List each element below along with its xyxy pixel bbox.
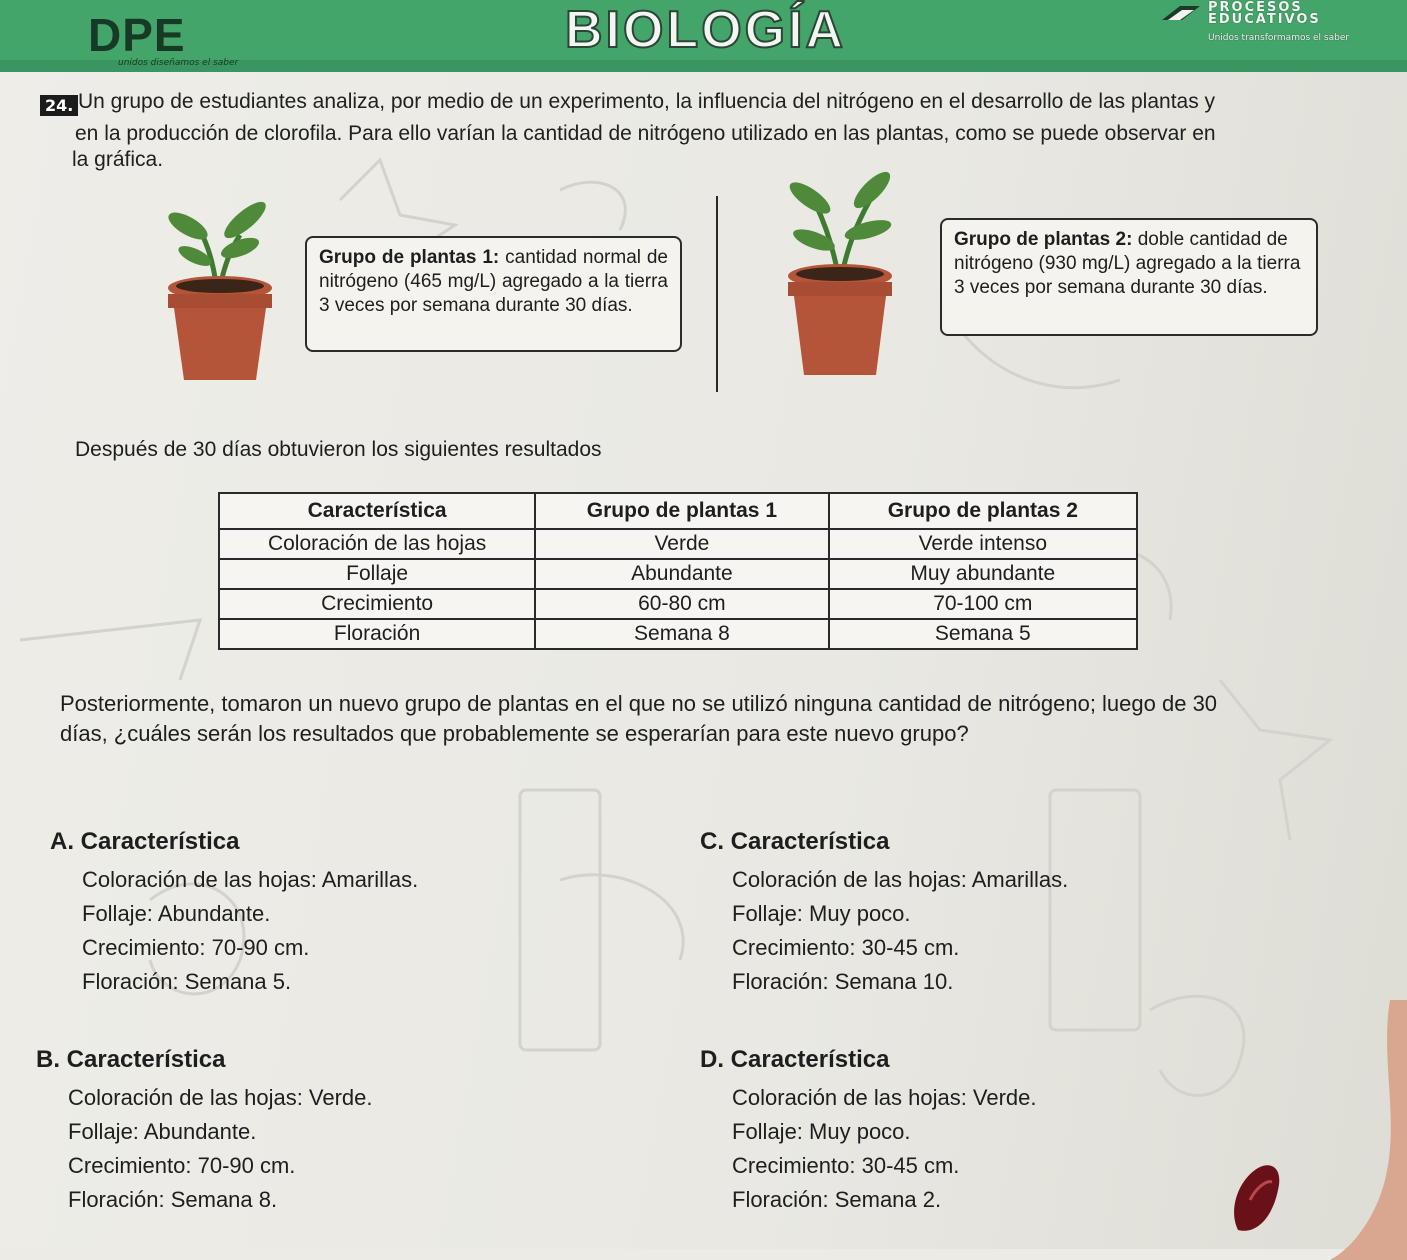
table-cell: Semana 5 <box>829 619 1137 649</box>
option-c-title: C. Característica <box>700 828 890 855</box>
table-cell: Verde intenso <box>829 529 1137 559</box>
option-b-growth: Crecimiento: 70-90 cm. <box>68 1153 296 1178</box>
option-d[interactable] <box>700 1043 1037 1217</box>
question-intro-line3: la gráfica. <box>72 148 164 171</box>
table-row <box>219 619 1137 649</box>
table-cell: 60-80 cm <box>535 589 828 619</box>
group1-title: Grupo de plantas 1: <box>319 247 500 268</box>
table-cell: Semana 8 <box>535 619 828 649</box>
table-header-row <box>219 493 1137 529</box>
hand-photo-edge <box>1290 1000 1407 1260</box>
brand-line1: PROCESOS <box>1208 0 1303 15</box>
table-cell: 70-100 cm <box>829 589 1137 619</box>
option-a-foliage: Follaje: Abundante. <box>82 901 271 926</box>
table-cell: Floración <box>219 619 535 649</box>
option-a[interactable] <box>50 825 418 999</box>
table-row <box>219 559 1137 589</box>
brand-tagline: Unidos transformamos el saber <box>1208 33 1350 43</box>
table-header-cell: Grupo de plantas 2 <box>829 493 1137 529</box>
group1-description-box <box>305 236 682 352</box>
option-d-flowering: Floración: Semana 2. <box>732 1187 942 1212</box>
option-d-title: D. Característica <box>700 1046 890 1073</box>
option-a-growth: Crecimiento: 70-90 cm. <box>82 935 310 960</box>
table-cell: Verde <box>535 529 828 559</box>
results-table <box>218 492 1138 650</box>
option-a-title: A. Característica <box>50 828 240 855</box>
plant-pot-2-illustration <box>780 170 900 380</box>
table-cell: Coloración de las hojas <box>219 529 535 559</box>
table-cell: Crecimiento <box>219 589 535 619</box>
fingernail <box>1228 1160 1288 1240</box>
table-header-cell: Característica <box>219 493 535 529</box>
header-bar <box>0 0 1407 72</box>
table-cell: Abundante <box>535 559 828 589</box>
table-row <box>219 589 1137 619</box>
procesos-brand <box>1208 2 1349 44</box>
plant-pot-1-illustration <box>160 190 280 390</box>
option-b[interactable] <box>36 1043 373 1217</box>
logo-tagline: unidos diseñamos el saber <box>118 58 239 68</box>
table-cell: Muy abundante <box>829 559 1137 589</box>
results-intro: Después de 30 días obtuvieron los siguientes resultados <box>75 438 602 461</box>
option-b-foliage: Follaje: Abundante. <box>68 1119 257 1144</box>
brand-line2: EDUCATIVOS <box>1208 12 1321 27</box>
group2-title: Grupo de plantas 2: <box>954 229 1133 250</box>
follow-up-line2: días, ¿cuáles serán los resultados que probablemente se esperarían para este nuevo grupo? <box>60 721 969 746</box>
group-divider <box>716 196 718 392</box>
group2-text: doble cantidad de nitrógeno (930 mg/L) agregado a la tierra 3 veces por semana durante 30 días. <box>954 229 1301 298</box>
question-number: 24. <box>40 95 78 116</box>
subject-title: BIOLOGÍA <box>565 1 847 59</box>
option-c[interactable] <box>700 825 1068 999</box>
question-intro-line1: Un grupo de estudiantes analiza, por medio de un experimento, la influencia del nitrógeno en el desarrollo de las plantas y <box>78 90 1216 113</box>
option-b-title: B. Característica <box>36 1046 226 1073</box>
option-c-growth: Crecimiento: 30-45 cm. <box>732 935 960 960</box>
group2-description-box <box>940 218 1318 336</box>
option-b-flowering: Floración: Semana 8. <box>68 1187 278 1212</box>
table-header-cell: Grupo de plantas 1 <box>535 493 828 529</box>
group1-text: cantidad normal de nitrógeno (465 mg/L) agregado a la tierra 3 veces por semana durante 30 días. <box>319 247 669 316</box>
table-row <box>219 529 1137 559</box>
option-c-flowering: Floración: Semana 10. <box>732 969 954 994</box>
option-d-foliage: Follaje: Muy poco. <box>732 1119 911 1144</box>
dpe-logo: DPE <box>88 9 186 61</box>
follow-up-line1: Posteriormente, tomaron un nuevo grupo de plantas en el que no se utilizó ninguna cantidad de nitrógeno; luego de 30 <box>60 691 1218 716</box>
question-intro-line2: en la producción de clorofila. Para ello varían la cantidad de nitrógeno utilizado en las plantas, como se puede observar en <box>75 122 1216 145</box>
option-c-foliage: Follaje: Muy poco. <box>732 901 911 926</box>
option-b-color: Coloración de las hojas: Verde. <box>68 1085 373 1110</box>
option-c-color: Coloración de las hojas: Amarillas. <box>732 867 1069 892</box>
option-d-color: Coloración de las hojas: Verde. <box>732 1085 1037 1110</box>
table-cell: Follaje <box>219 559 535 589</box>
option-a-color: Coloración de las hojas: Amarillas. <box>82 867 419 892</box>
option-d-growth: Crecimiento: 30-45 cm. <box>732 1153 960 1178</box>
procesos-logo-icon <box>1160 4 1202 22</box>
option-a-flowering: Floración: Semana 5. <box>82 969 292 994</box>
